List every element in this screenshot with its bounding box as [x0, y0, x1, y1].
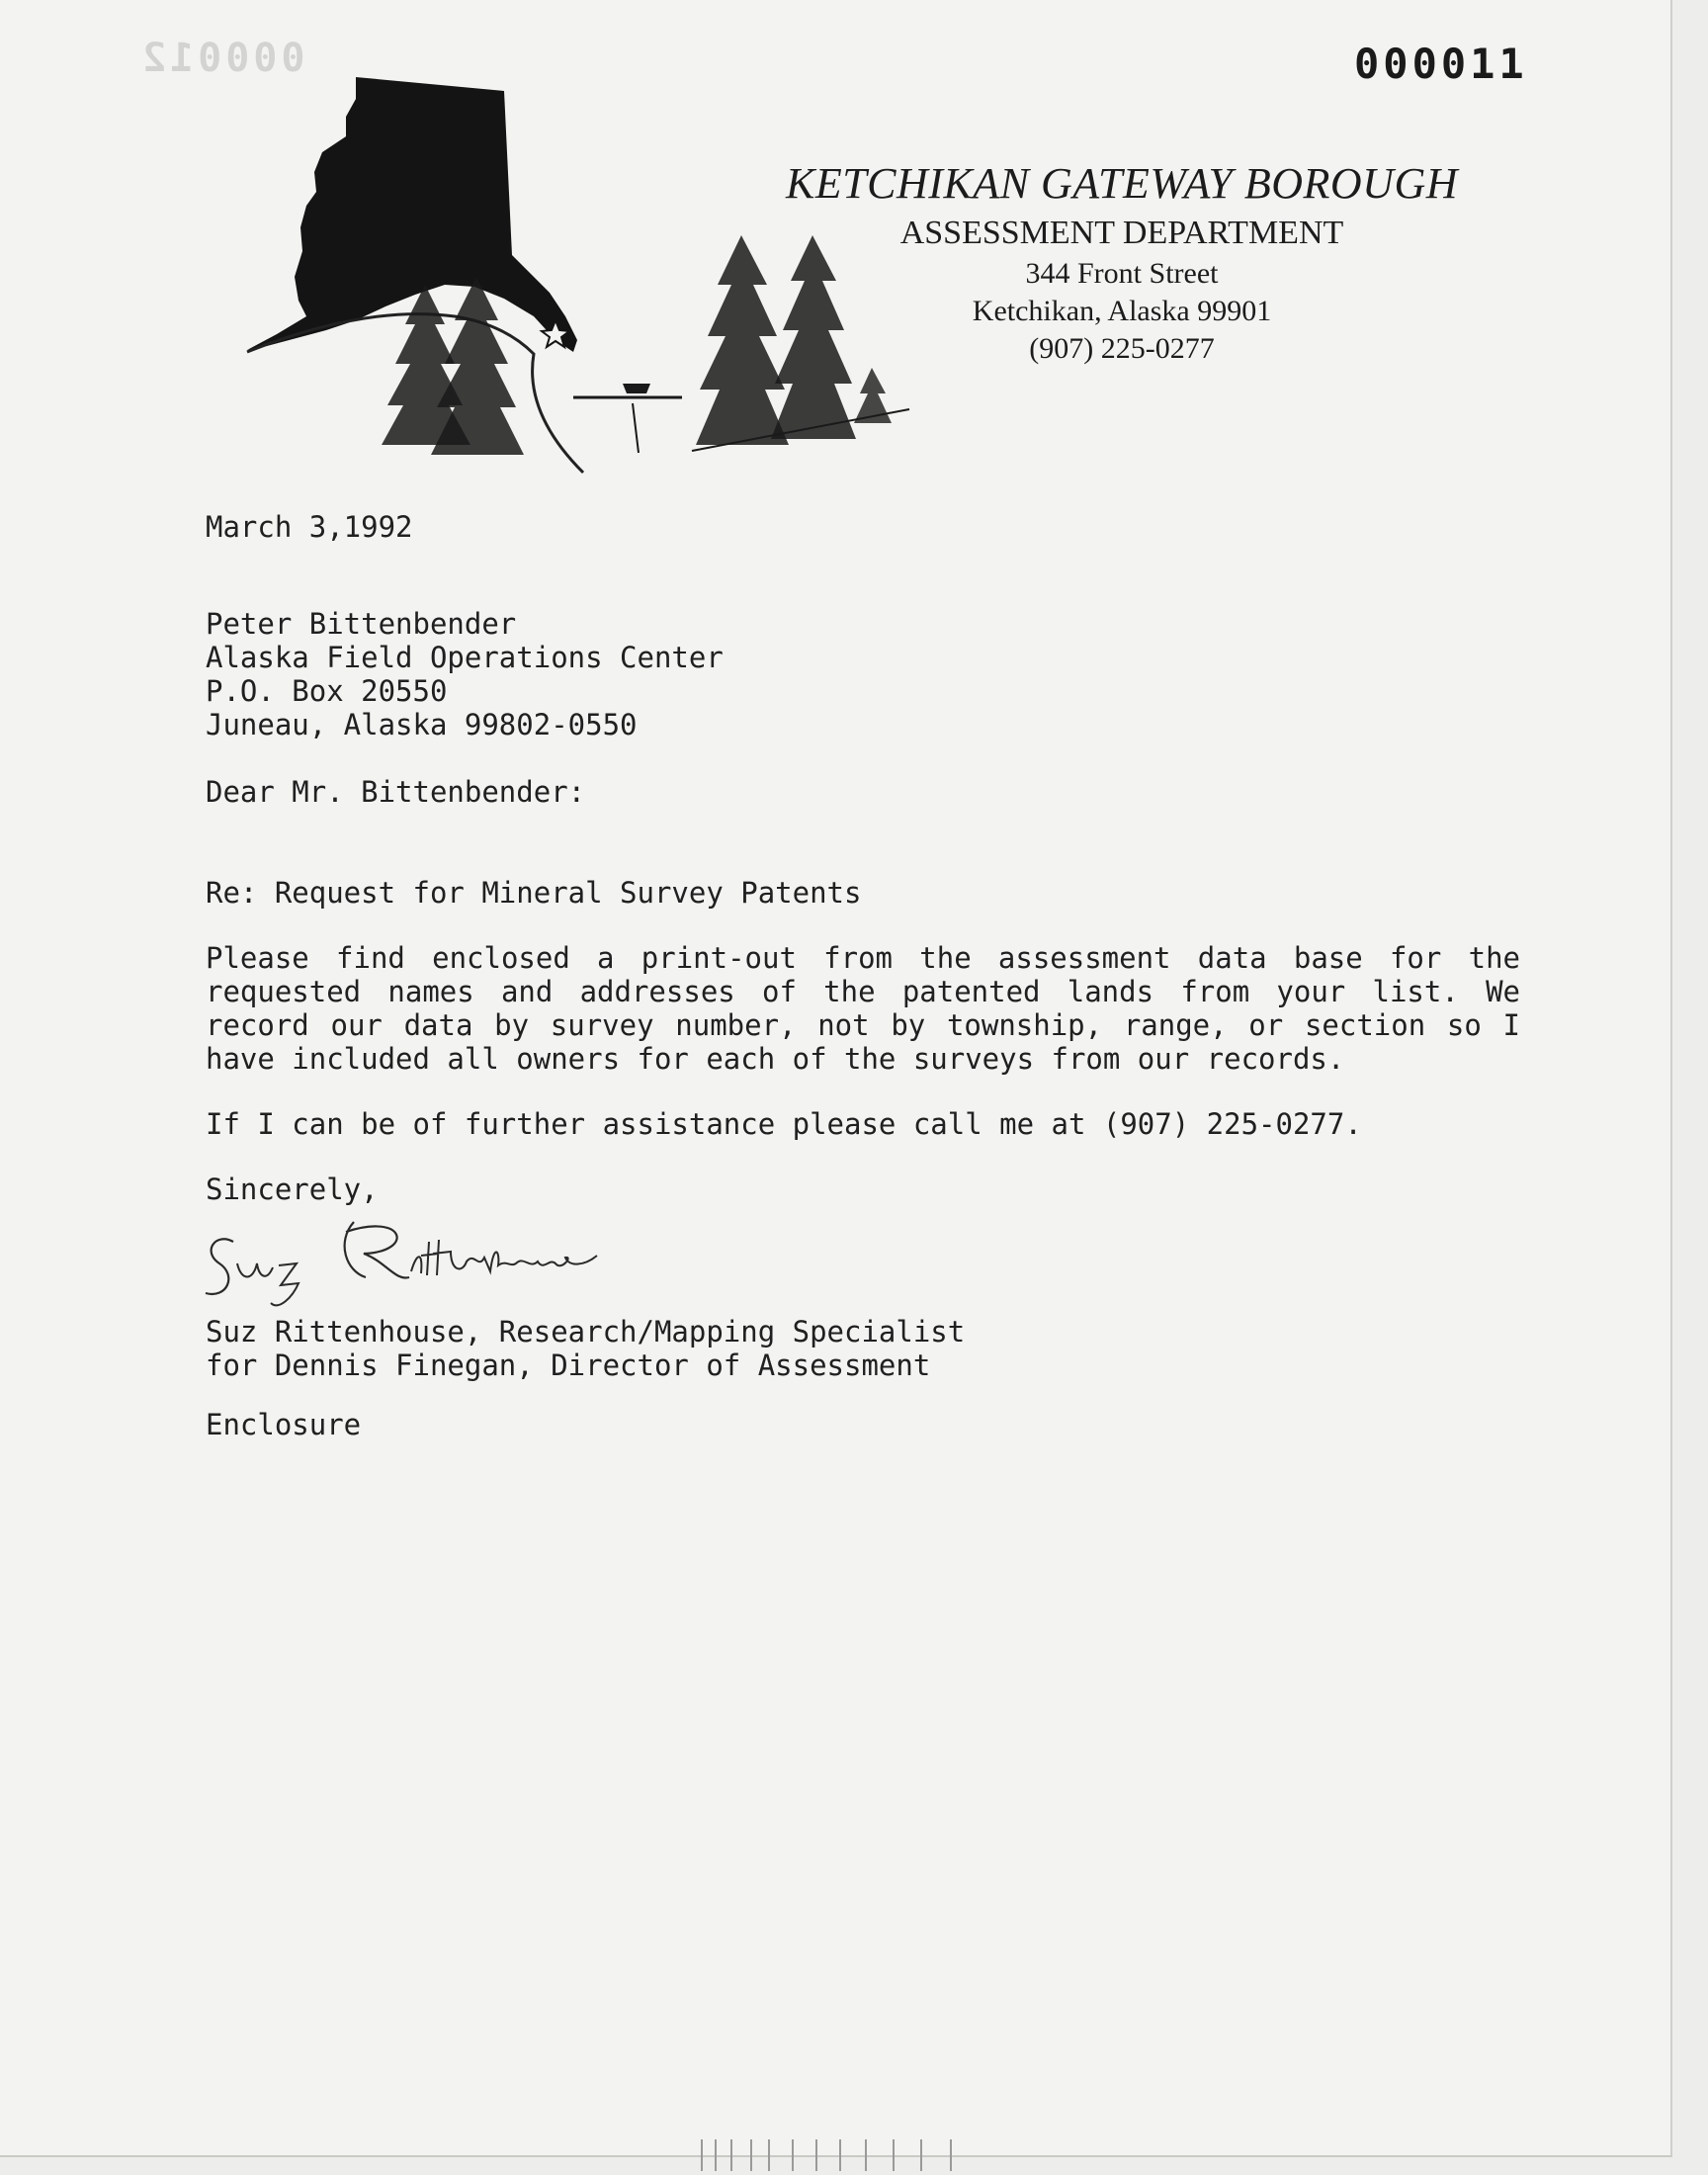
closing: Sincerely, [206, 1173, 379, 1206]
recipient-address [206, 607, 1520, 741]
document-number: 000011 [1354, 40, 1528, 88]
bleed-through-document-number: 000012 [138, 36, 305, 81]
letter-date: March 3,1992 [206, 510, 413, 544]
signer-line-2: for Dennis Finegan, Director of Assessment [206, 1348, 931, 1382]
scanner-edge-marks [692, 2135, 979, 2175]
recipient-organization: Alaska Field Operations Center [206, 641, 724, 674]
body-paragraph-1: Please find enclosed a print-out from the assessment data base for the requested names and addresses of the patented lands from your list. We record our data by survey number, not by township, range, or section so I have included all owners for each of the surveys from our records. [206, 941, 1520, 1076]
street-address: 344 Front Street [1025, 257, 1219, 290]
recipient-name: Peter Bittenbender [206, 607, 517, 641]
city-state-zip: Ketchikan, Alaska 99901 [972, 295, 1272, 327]
salutation: Dear Mr. Bittenbender: [206, 775, 586, 809]
body-paragraph-2: If I can be of further assistance please call me at (907) 225-0277. [206, 1107, 1362, 1141]
subject-line: Re: Request for Mineral Survey Patents [206, 876, 862, 910]
signature-block [206, 1212, 1520, 1315]
organization-name: KETCHIKAN GATEWAY BOROUGH [785, 159, 1459, 208]
letter-body [206, 510, 1520, 1441]
department-name: ASSESSMENT DEPARTMENT [899, 215, 1344, 251]
enclosure-note: Enclosure [206, 1408, 362, 1441]
handwritten-signature [198, 1212, 623, 1315]
recipient-po-box: P.O. Box 20550 [206, 674, 448, 708]
phone-number: (907) 225-0277 [1029, 332, 1215, 365]
recipient-city-state-zip: Juneau, Alaska 99802-0550 [206, 708, 638, 741]
signer-line-1: Suz Rittenhouse, Research/Mapping Specialist [206, 1315, 966, 1348]
letterhead [731, 156, 1512, 368]
